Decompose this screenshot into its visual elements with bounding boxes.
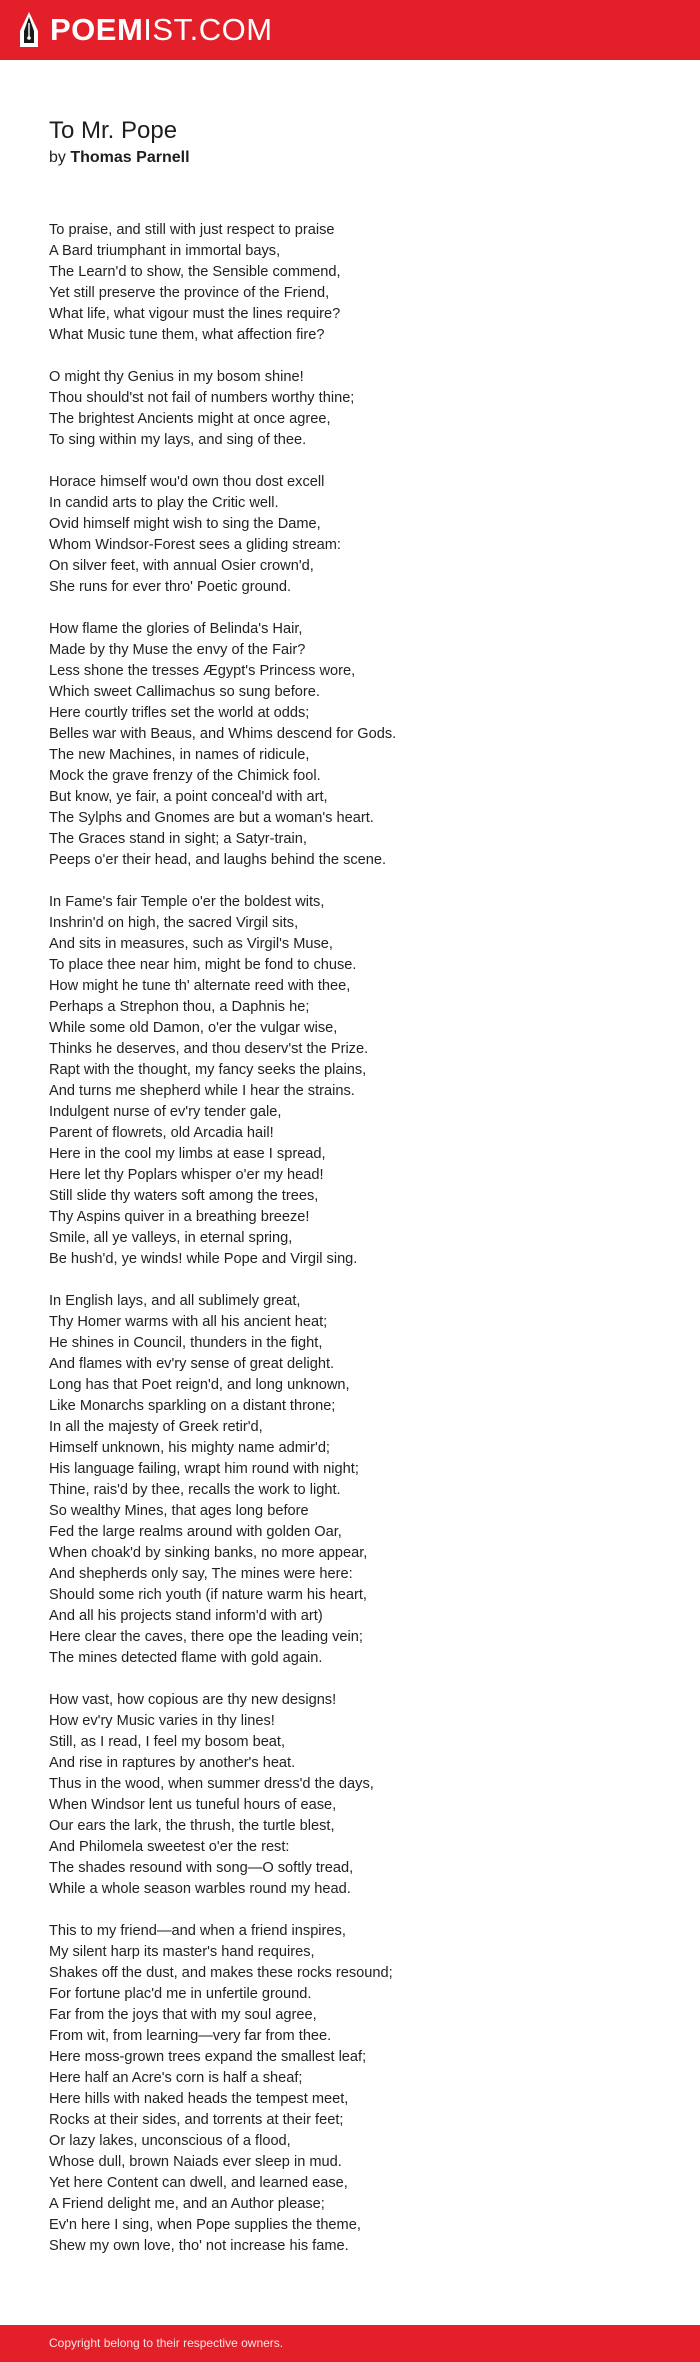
poem-line: When choak'd by sinking banks, no more appear, bbox=[49, 1545, 368, 1561]
poem-line: Thy Aspins quiver in a breathing breeze! bbox=[49, 1209, 310, 1225]
poem-line: Thine, rais'd by thee, recalls the work to light. bbox=[49, 1482, 341, 1498]
poem-body bbox=[49, 220, 669, 2278]
poem-line: And shepherds only say, The mines were here: bbox=[49, 1566, 353, 1582]
poem-line: His language failing, wrapt him round with night; bbox=[49, 1461, 359, 1477]
poem-line: She runs for ever thro' Poetic ground. bbox=[49, 579, 292, 595]
poem-line: The Learn'd to show, the Sensible commend, bbox=[49, 264, 341, 280]
poem-line: This to my friend—and when a friend inspires, bbox=[49, 1923, 346, 1939]
byline bbox=[49, 147, 190, 169]
logo-bold-text: POEM bbox=[50, 12, 144, 47]
poem-line: The mines detected flame with gold again. bbox=[49, 1650, 323, 1666]
poem-line: And flames with ev'ry sense of great delight. bbox=[49, 1356, 335, 1372]
poem-line: Yet here Content can dwell, and learned ease, bbox=[49, 2175, 348, 2191]
poem-line: Thinks he deserves, and thou deserv'st the Prize. bbox=[49, 1041, 369, 1057]
poem-line: In candid arts to play the Critic well. bbox=[49, 495, 279, 511]
site-footer bbox=[0, 2325, 700, 2362]
poem-line: In Fame's fair Temple o'er the boldest wits, bbox=[49, 894, 325, 910]
poem-line: Long has that Poet reign'd, and long unknown, bbox=[49, 1377, 350, 1393]
poem-line: A Bard triumphant in immortal bays, bbox=[49, 243, 281, 259]
poem-line: Smile, all ye valleys, in eternal spring, bbox=[49, 1230, 293, 1246]
poem-line: Thus in the wood, when summer dress'd the days, bbox=[49, 1776, 374, 1792]
stanza bbox=[49, 1291, 669, 1669]
stanza bbox=[49, 619, 669, 871]
poem-line: The new Machines, in names of ridicule, bbox=[49, 747, 310, 763]
poem-line: Ev'n here I sing, when Pope supplies the theme, bbox=[49, 2217, 361, 2233]
poem-line: And Philomela sweetest o'er the rest: bbox=[49, 1839, 290, 1855]
poem-title: To Mr. Pope bbox=[49, 117, 178, 144]
poem-line: Ovid himself might wish to sing the Dame, bbox=[49, 516, 321, 532]
poem-line: Fed the large realms around with golden Oar, bbox=[49, 1524, 342, 1540]
poem-line: So wealthy Mines, that ages long before bbox=[49, 1503, 309, 1519]
poem-line: Himself unknown, his mighty name admir'd; bbox=[49, 1440, 330, 1456]
poem-line: In English lays, and all sublimely great, bbox=[49, 1293, 301, 1309]
poem-line: The Graces stand in sight; a Satyr-train, bbox=[49, 831, 307, 847]
stanza bbox=[49, 1921, 669, 2257]
poem-line: Rocks at their sides, and torrents at their feet; bbox=[49, 2112, 344, 2128]
poem-line: Here let thy Poplars whisper o'er my head! bbox=[49, 1167, 324, 1183]
poem-line: Our ears the lark, the thrush, the turtle blest, bbox=[49, 1818, 335, 1834]
poem-line: For fortune plac'd me in unfertile ground. bbox=[49, 1986, 312, 2002]
poem-line: Thy Homer warms with all his ancient heat; bbox=[49, 1314, 328, 1330]
stanza bbox=[49, 472, 669, 598]
stanza bbox=[49, 220, 669, 346]
poem-line: The Sylphs and Gnomes are but a woman's heart. bbox=[49, 810, 374, 826]
poem-line: To sing within my lays, and sing of thee. bbox=[49, 432, 307, 448]
poem-line: Shew my own love, tho' not increase his fame. bbox=[49, 2238, 349, 2254]
poem-line: Whose dull, brown Naiads ever sleep in mud. bbox=[49, 2154, 342, 2170]
poem-line: When Windsor lent us tuneful hours of ease, bbox=[49, 1797, 337, 1813]
poem-line: Here hills with naked heads the tempest meet, bbox=[49, 2091, 349, 2107]
poem-line: Like Monarchs sparkling on a distant throne; bbox=[49, 1398, 336, 1414]
poem-line: He shines in Council, thunders in the fight, bbox=[49, 1335, 323, 1351]
site-logo-link[interactable] bbox=[18, 10, 273, 50]
poem-line: Here moss-grown trees expand the smallest leaf; bbox=[49, 2049, 367, 2065]
poem-line: Rapt with the thought, my fancy seeks the plains, bbox=[49, 1062, 367, 1078]
poem-line: Mock the grave frenzy of the Chimick fool. bbox=[49, 768, 321, 784]
poem-line: Here half an Acre's corn is half a sheaf; bbox=[49, 2070, 303, 2086]
copyright-notice: Copyright belong to their respective owners. bbox=[49, 2336, 284, 2350]
poem-line: And sits in measures, such as Virgil's Muse, bbox=[49, 936, 333, 952]
poem-line: Thou should'st not fail of numbers worthy thine; bbox=[49, 390, 355, 406]
poem-line: And rise in raptures by another's heat. bbox=[49, 1755, 296, 1771]
poem-line: On silver feet, with annual Osier crown'd, bbox=[49, 558, 314, 574]
poem-line: To praise, and still with just respect to praise bbox=[49, 222, 335, 238]
poem-line: Here courtly trifles set the world at odds; bbox=[49, 705, 310, 721]
poem-line: Inshrin'd on high, the sacred Virgil sits, bbox=[49, 915, 299, 931]
poem-line: How might he tune th' alternate reed with thee, bbox=[49, 978, 351, 994]
poem-line: Indulgent nurse of ev'ry tender gale, bbox=[49, 1104, 282, 1120]
poem-line: Still, as I read, I feel my bosom beat, bbox=[49, 1734, 286, 1750]
poem-line: Whom Windsor-Forest sees a gliding stream: bbox=[49, 537, 341, 553]
poem-line: What Music tune them, what affection fire? bbox=[49, 327, 325, 343]
poem-line: Parent of flowrets, old Arcadia hail! bbox=[49, 1125, 274, 1141]
poem-line: How flame the glories of Belinda's Hair, bbox=[49, 621, 303, 637]
site-header bbox=[0, 0, 700, 60]
pen-nib-icon bbox=[18, 11, 40, 49]
logo-light-text: IST.COM bbox=[143, 12, 273, 47]
poem-line: The brightest Ancients might at once agree, bbox=[49, 411, 331, 427]
poem-line: Still slide thy waters soft among the trees, bbox=[49, 1188, 319, 1204]
poem-line: O might thy Genius in my bosom shine! bbox=[49, 369, 304, 385]
poem-line: Shakes off the dust, and makes these rocks resound; bbox=[49, 1965, 393, 1981]
poem-line: Peeps o'er their head, and laughs behind the scene. bbox=[49, 852, 387, 868]
poem-line: Horace himself wou'd own thou dost excell bbox=[49, 474, 325, 490]
author-link[interactable]: Thomas Parnell bbox=[70, 149, 190, 166]
poem-line: While a whole season warbles round my head. bbox=[49, 1881, 351, 1897]
poem-line: And turns me shepherd while I hear the strains. bbox=[49, 1083, 355, 1099]
poem-line: To place thee near him, might be fond to chuse. bbox=[49, 957, 357, 973]
poem-line: The shades resound with song—O softly tread, bbox=[49, 1860, 354, 1876]
poem-line: Far from the joys that with my soul agree, bbox=[49, 2007, 317, 2023]
poem-line: Or lazy lakes, unconscious of a flood, bbox=[49, 2133, 291, 2149]
site-logo-text bbox=[50, 10, 273, 50]
poem-line: Here clear the caves, there ope the leading vein; bbox=[49, 1629, 363, 1645]
stanza bbox=[49, 367, 669, 451]
poem-line: A Friend delight me, and an Author please; bbox=[49, 2196, 325, 2212]
poem-line: Belles war with Beaus, and Whims descend for Gods. bbox=[49, 726, 397, 742]
poem-line: Less shone the tresses Ægypt's Princess wore, bbox=[49, 663, 356, 679]
poem-line: My silent harp its master's hand requires, bbox=[49, 1944, 315, 1960]
stanza bbox=[49, 1690, 669, 1900]
poem-line: And all his projects stand inform'd with art) bbox=[49, 1608, 323, 1624]
poem-line: Here in the cool my limbs at ease I spread, bbox=[49, 1146, 326, 1162]
poem-line: How vast, how copious are thy new designs! bbox=[49, 1692, 337, 1708]
poem-line: Should some rich youth (if nature warm his heart, bbox=[49, 1587, 367, 1603]
poem-line: From wit, from learning—very far from thee. bbox=[49, 2028, 332, 2044]
poem-line: Made by thy Muse the envy of the Fair? bbox=[49, 642, 306, 658]
poem-line: Yet still preserve the province of the Friend, bbox=[49, 285, 330, 301]
stanza bbox=[49, 892, 669, 1270]
poem-line: While some old Damon, o'er the vulgar wise, bbox=[49, 1020, 338, 1036]
poem-line: Perhaps a Strephon thou, a Daphnis he; bbox=[49, 999, 310, 1015]
poem-line: Which sweet Callimachus so sung before. bbox=[49, 684, 320, 700]
by-label: by bbox=[49, 149, 66, 166]
poem-line: What life, what vigour must the lines require? bbox=[49, 306, 341, 322]
poem-line: In all the majesty of Greek retir'd, bbox=[49, 1419, 263, 1435]
poem-line: Be hush'd, ye winds! while Pope and Virgil sing. bbox=[49, 1251, 358, 1267]
poem-line: But know, ye fair, a point conceal'd with art, bbox=[49, 789, 328, 805]
poem-line: How ev'ry Music varies in thy lines! bbox=[49, 1713, 275, 1729]
